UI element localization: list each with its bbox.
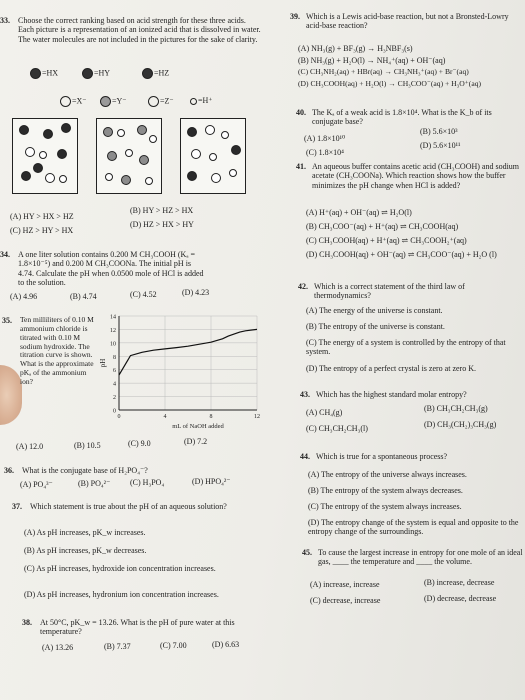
q43-choice-d[interactable]: (D) CH₃(CH₂)₃CH₃(g) xyxy=(424,420,497,429)
legend-hx: =HX xyxy=(42,68,59,78)
q33-choice-c[interactable]: (C) HZ > HY > HX xyxy=(10,226,74,235)
q43-choice-c[interactable]: (C) CH₃CH₂CH₃(l) xyxy=(306,424,368,433)
x-tick-label: 12 xyxy=(254,414,260,420)
q41-choice-c[interactable]: (C) CH₃COOH(aq) + H⁺(aq) ⇌ CH₃COOH₂⁺(aq) xyxy=(306,236,467,245)
legend-z: =Z⁻ xyxy=(160,96,174,106)
legend-h: =H⁺ xyxy=(198,96,213,105)
q37-choice-d[interactable]: (D) As pH increases, hydronium ion concentration increases. xyxy=(24,590,219,599)
acid-picture-3 xyxy=(180,118,246,194)
question-text: An aqueous buffer contains acetic acid (CH₃COOH) and sodium acetate (CH₃COONa). Which reaction shows how the buffer minimizes the pH change when HCl is added? xyxy=(312,162,520,190)
question-number: 37. xyxy=(12,502,22,511)
question-text: A one liter solution contains 0.200 M CH₃COOH (Kₐ = 1.8×10⁻⁵) and 0.200 M CH₃COONa. The initial pH is 4.74. Calculate the pH when 0.0500 mole of HCl is added to the solution. xyxy=(18,250,204,288)
x-ion-symbol xyxy=(60,96,71,107)
q44-choice-d[interactable]: (D) The entropy change of the system is equal and opposite to the entropy change of the surroundings. xyxy=(308,518,519,537)
question-number: 44. xyxy=(300,452,310,461)
x-tick-label: 4 xyxy=(163,414,167,420)
q44-choice-a[interactable]: (A) The entropy of the universe always increases. xyxy=(308,470,467,479)
q40-choice-d[interactable]: (D) 5.6×10¹¹ xyxy=(420,141,461,150)
question-number: 38. xyxy=(22,618,32,627)
y-tick-label: 14 xyxy=(110,314,116,321)
q34-choice-b[interactable]: (B) 4.74 xyxy=(70,292,97,301)
hy-symbol xyxy=(82,68,93,79)
y-tick-label: 4 xyxy=(113,381,116,388)
question-text: Which is a Lewis acid-base reaction, but not a Bronsted-Lowry acid-base reaction? xyxy=(306,12,509,31)
question-text: Which statement is true about the pH of an aqueous solution? xyxy=(30,502,227,511)
question-text: Choose the correct ranking based on acid strength for these three acids. Each picture is a representation of an ionized acid that is dissolved in water. The water molecules are not included in the pictures for the sake of clarity. xyxy=(18,16,261,44)
question-number: 41. xyxy=(296,162,306,171)
y-tick-label: 10 xyxy=(110,341,116,348)
question-text: What is the conjugate base of H₂PO₄⁻? xyxy=(22,466,148,475)
question-number: 33. xyxy=(0,16,10,25)
question-text: Which is true for a spontaneous process? xyxy=(316,452,448,461)
q39-choice-b[interactable]: (B) NH₃(g) + H₂O(l) → NH₄⁺(aq) + OH⁻(aq) xyxy=(298,56,446,65)
y-tick-label: 6 xyxy=(113,368,116,375)
q39-choice-a[interactable]: (A) NH₃(g) + BF₃(g) → H₃NBF₃(s) xyxy=(298,44,413,53)
x-axis-label: mL of NaOH added xyxy=(172,423,224,430)
acid-picture-2 xyxy=(96,118,162,194)
q42-choice-d[interactable]: (D) The entropy of a perfect crystal is zero at zero K. xyxy=(306,364,476,373)
q35-choice-b[interactable]: (B) 10.5 xyxy=(74,441,101,450)
y-axis-label: pH xyxy=(99,358,107,368)
q42-choice-c[interactable]: (C) The energy of a system is controlled by the entropy of that system. xyxy=(306,338,506,357)
x-tick-label: 0 xyxy=(117,414,121,420)
question-number: 43. xyxy=(300,390,310,399)
q44-choice-c[interactable]: (C) The entropy of the system always increases. xyxy=(308,502,462,511)
q34-choice-c[interactable]: (C) 4.52 xyxy=(130,290,157,299)
question-number: 36. xyxy=(4,466,14,475)
titration-curve-chart xyxy=(95,310,265,435)
x-tick-label: 8 xyxy=(209,414,213,420)
q41-choice-d[interactable]: (D) CH₃COOH(aq) + OH⁻(aq) ⇌ CH₃COO⁻(aq) + H₂O (l) xyxy=(306,250,497,259)
legend-y: =Y⁻ xyxy=(112,96,127,106)
q41-choice-b[interactable]: (B) CH₃COO⁻(aq) + H⁺(aq) ⇌ CH₃COOH(aq) xyxy=(306,222,459,231)
q33-choice-d[interactable]: (D) HZ > HX > HY xyxy=(130,220,194,229)
q40-choice-a[interactable]: (A) 1.8×10¹⁰ xyxy=(304,134,346,143)
question-text: Which has the highest standard molar entropy? xyxy=(316,390,467,399)
q40-choice-c[interactable]: (C) 1.8×10⁴ xyxy=(306,148,344,157)
q36-choice-b[interactable]: (B) PO₄²⁻ xyxy=(78,479,111,488)
question-text: To cause the largest increase in entropy for one mole of an ideal gas, ____ the temperature and ____ the volume. xyxy=(318,548,523,567)
z-ion-symbol xyxy=(148,96,159,107)
y-tick-label: 2 xyxy=(113,395,116,402)
q34-choice-d[interactable]: (D) 4.23 xyxy=(182,288,210,297)
question-number: 45. xyxy=(302,548,312,557)
question-text: The Kₐ of a weak acid is 1.8×10⁴. What is the K_b of its conjugate base? xyxy=(312,108,492,127)
q41-choice-a[interactable]: (A) H⁺(aq) + OH⁻(aq) ⇌ H₂O(l) xyxy=(306,208,412,217)
y-tick-label: 12 xyxy=(110,327,116,334)
q45-choice-c[interactable]: (C) decrease, increase xyxy=(310,596,381,605)
question-text: Ten milliliters of 0.10 M ammonium chloride is titrated with 0.10 M sodium hydroxide. The titration curve is shown. What is the approximate pKₐ of the ammonium ion? xyxy=(20,315,94,386)
legend-hy: =HY xyxy=(94,68,111,78)
q35-choice-a[interactable]: (A) 12.0 xyxy=(16,442,44,451)
hz-symbol xyxy=(142,68,153,79)
q34-choice-a[interactable]: (A) 4.96 xyxy=(10,292,38,301)
titration-curve-line xyxy=(119,329,257,375)
question-text: Which is a correct statement of the third law of thermodynamics? xyxy=(314,282,465,301)
h-ion-symbol xyxy=(190,98,197,105)
q37-choice-a[interactable]: (A) As pH increases, pK_w increases. xyxy=(24,528,146,537)
thumb-shadow xyxy=(0,365,22,425)
q35-choice-d[interactable]: (D) 7.2 xyxy=(184,437,208,446)
y-tick-label: 0 xyxy=(113,408,116,415)
q37-choice-b[interactable]: (B) As pH increases, pK_w decreases. xyxy=(24,546,147,555)
q39-choice-d[interactable]: (D) CH₃COOH(aq) + H₂O(l) → CH₃COO⁻(aq) + H₃O⁺(aq) xyxy=(298,79,482,88)
q38-choice-c[interactable]: (C) 7.00 xyxy=(160,641,187,650)
q35-choice-c[interactable]: (C) 9.0 xyxy=(128,439,151,448)
question-number: 40. xyxy=(296,108,306,117)
q40-choice-b[interactable]: (B) 5.6×10³ xyxy=(420,127,458,136)
acid-picture-1 xyxy=(12,118,78,194)
legend-x: =X⁻ xyxy=(72,96,87,106)
q37-choice-c[interactable]: (C) As pH increases, hydroxide ion concentration increases. xyxy=(24,564,216,573)
question-number: 35. xyxy=(2,316,12,325)
q45-choice-d[interactable]: (D) decrease, decrease xyxy=(424,594,497,603)
q45-choice-b[interactable]: (B) increase, decrease xyxy=(424,578,495,587)
q45-choice-a[interactable]: (A) increase, increase xyxy=(310,580,380,589)
hx-symbol xyxy=(30,68,41,79)
q38-choice-b[interactable]: (B) 7.37 xyxy=(104,642,131,651)
q36-choice-c[interactable]: (C) H₃PO₄ xyxy=(130,478,165,487)
question-text: At 50°C, pK_w = 13.26. What is the pH of pure water at this temperature? xyxy=(40,618,235,637)
legend-hz: =HZ xyxy=(154,68,170,78)
y-ion-symbol xyxy=(100,96,111,107)
q42-choice-b[interactable]: (B) The entropy of the universe is constant. xyxy=(306,322,445,331)
q33-choice-b[interactable]: (B) HY > HZ > HX xyxy=(130,206,194,215)
q36-choice-a[interactable]: (A) PO₄³⁻ xyxy=(20,480,53,489)
y-tick-label: 8 xyxy=(113,354,116,361)
q33-choice-a[interactable]: (A) HY > HX > HZ xyxy=(10,212,74,221)
q42-choice-a[interactable]: (A) The energy of the universe is constant. xyxy=(306,306,443,315)
q43-choice-a[interactable]: (A) CH₄(g) xyxy=(306,408,343,417)
question-number: 39. xyxy=(290,12,300,21)
q38-choice-a[interactable]: (A) 13.26 xyxy=(42,643,74,652)
q44-choice-b[interactable]: (B) The entropy of the system always decreases. xyxy=(308,486,463,495)
q39-choice-c[interactable]: (C) CH₃NH₂(aq) + HBr(aq) → CH₃NH₃⁺(aq) + Br⁻(aq) xyxy=(298,67,469,76)
question-number: 42. xyxy=(298,282,308,291)
question-number: 34. xyxy=(0,250,10,259)
q43-choice-b[interactable]: (B) CH₃CH₂CH₃(g) xyxy=(424,404,488,413)
q36-choice-d[interactable]: (D) HPO₄²⁻ xyxy=(192,477,231,486)
q38-choice-d[interactable]: (D) 6.63 xyxy=(212,640,240,649)
